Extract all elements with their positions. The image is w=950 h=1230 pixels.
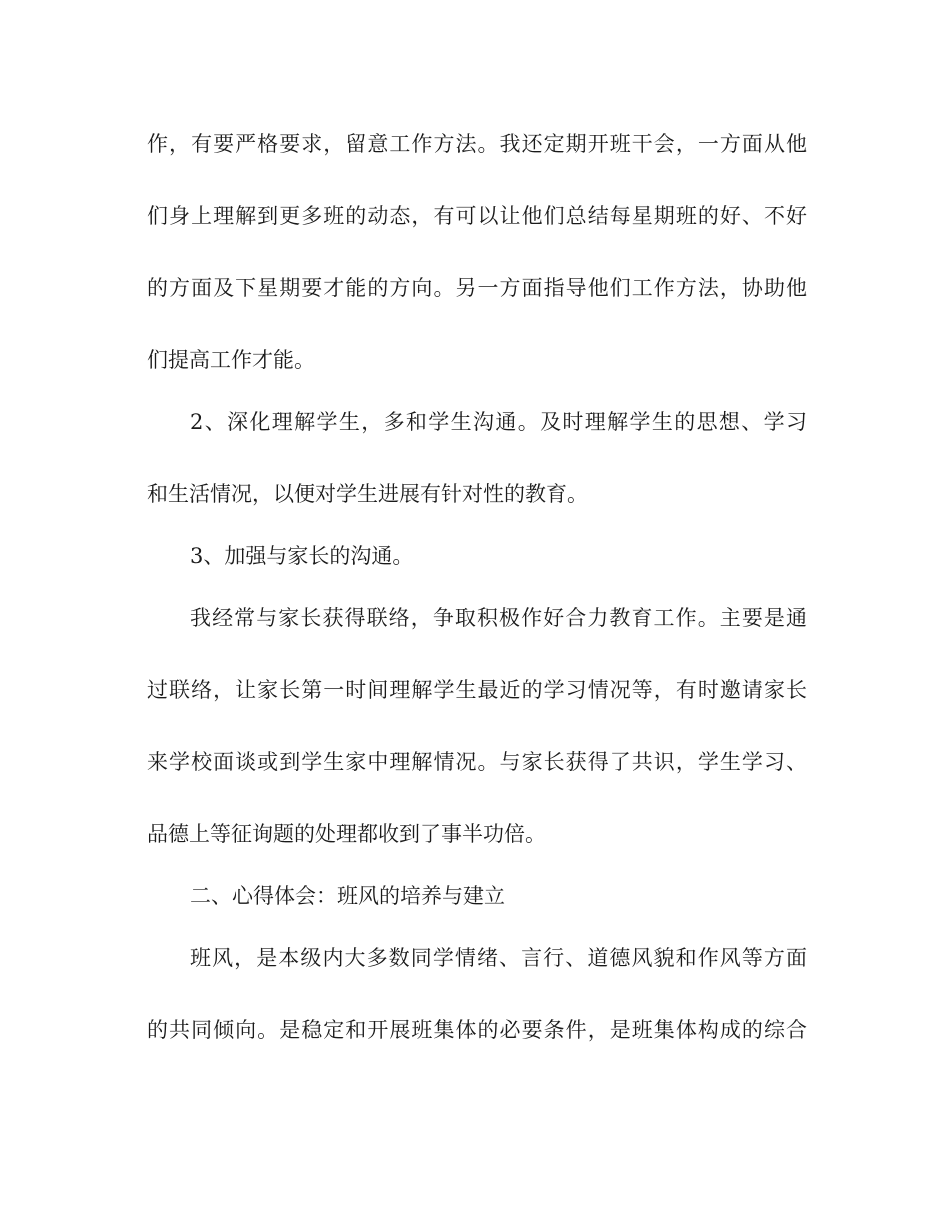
text-line-8: 我经常与家长获得联络，争取积极作好合力教育工作。主要是通 <box>190 606 807 630</box>
text-line-14: 的共同倾向。是稳定和开展班集体的必要条件，是班集体构成的综合 <box>147 1018 807 1042</box>
text-line-11: 品德上等征询题的处理都收到了事半功倍。 <box>147 822 546 846</box>
text-line-13: 班风，是本级内大多数同学情绪、言行、道德风貌和作风等方面 <box>190 946 807 970</box>
text-line-9: 过联络，让家长第一时间理解学生最近的学习情况等，有时邀请家长 <box>147 678 807 702</box>
text-line-4: 们提高工作才能。 <box>147 348 315 372</box>
text-line-7: 3、加强与家长的沟通。 <box>190 544 414 568</box>
text-line-10: 来学校面谈或到学生家中理解情况。与家长获得了共识，学生学习、 <box>147 750 807 774</box>
text-line-12: 二、心得体会：班风的培养与建立 <box>190 884 505 908</box>
text-line-2: 们身上理解到更多班的动态，有可以让他们总结每星期班的好、不好 <box>147 204 807 228</box>
text-line-5: 2、深化理解学生，多和学生沟通。及时理解学生的思想、学习 <box>190 410 807 434</box>
text-line-6: 和生活情况，以便对学生进展有针对性的教育。 <box>147 482 588 506</box>
text-line-3: 的方面及下星期要才能的方向。另一方面指导他们工作方法，协助他 <box>147 276 807 300</box>
text-line-1: 作，有要严格要求，留意工作方法。我还定期开班干会，一方面从他 <box>147 132 807 156</box>
